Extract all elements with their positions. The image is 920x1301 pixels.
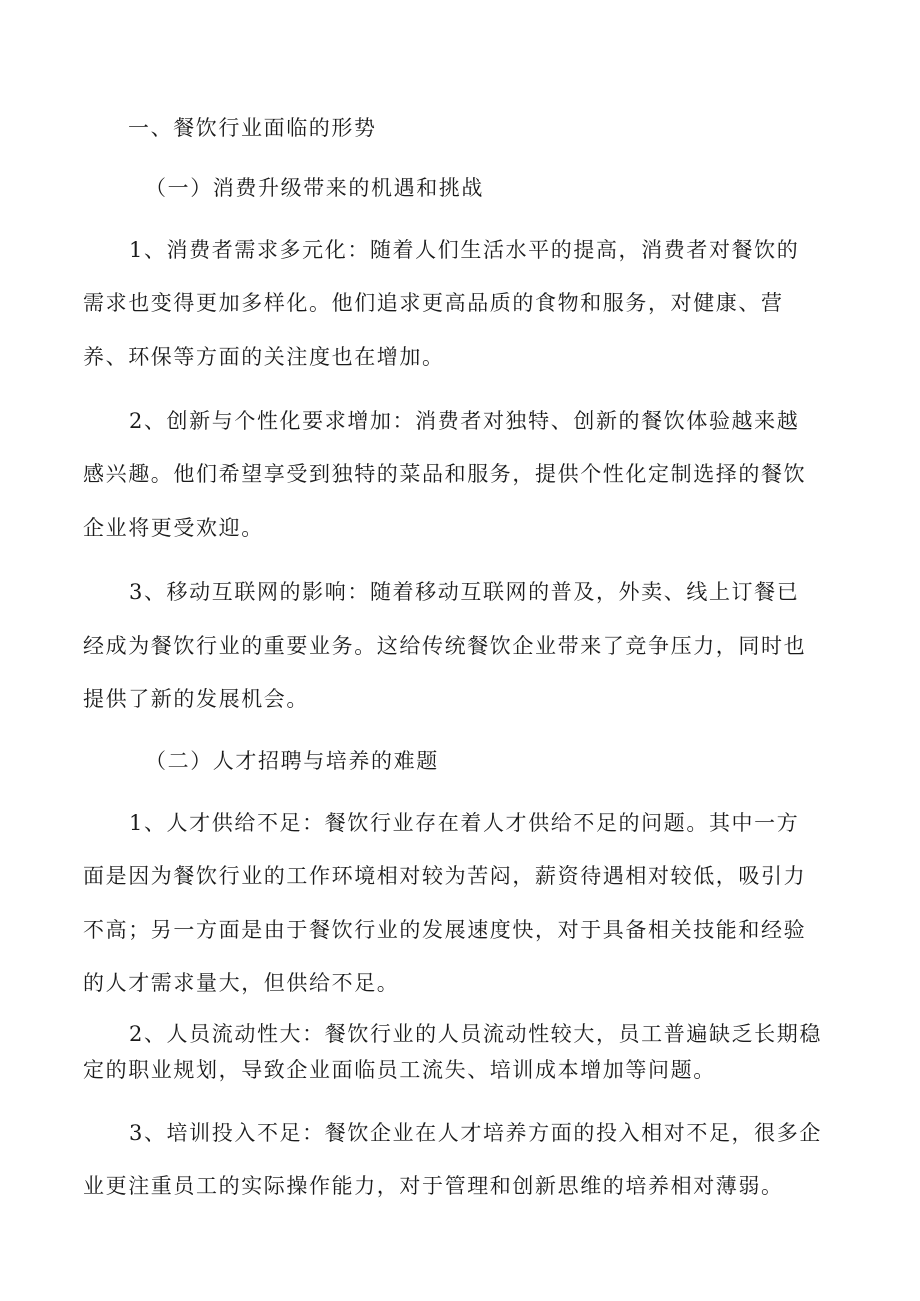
paragraph-line: 1、人才供给不足：餐饮行业存在着人才供给不足的问题。其中一方 [129, 811, 800, 835]
paragraph-line: 提供了新的发展机会。 [83, 687, 309, 711]
paragraph-line: 3、移动互联网的影响：随着移动互联网的普及，外卖、线上订餐已 [129, 580, 800, 604]
paragraph-line: 企业将更受欢迎。 [83, 516, 264, 540]
paragraph-line: 养、环保等方面的关注度也在增加。 [83, 345, 445, 369]
paragraph-line: 不高；另一方面是由于餐饮行业的发展速度快，对于具备相关技能和经验 [83, 918, 807, 942]
paragraph-line: 3、培训投入不足：餐饮企业在人才培养方面的投入相对不足，很多企 [129, 1121, 822, 1145]
paragraph-line: 面是因为餐饮行业的工作环境相对较为苦闷，薪资待遇相对较低，吸引力 [83, 864, 807, 888]
paragraph-line: 2、创新与个性化要求增加：消费者对独特、创新的餐饮体验越来越 [129, 409, 800, 433]
subsection-heading: （二）人才招聘与培养的难题 [145, 749, 439, 773]
paragraph-line: 的人才需求量大，但供给不足。 [83, 971, 400, 995]
paragraph-line: 业更注重员工的实际操作能力，对于管理和创新思维的培养相对薄弱。 [83, 1174, 784, 1198]
paragraph-line: 定的职业规划，导致企业面临员工流失、培训成本增加等问题。 [83, 1058, 716, 1082]
subsection-heading: （一）消费升级带来的机遇和挑战 [145, 176, 484, 200]
paragraph-line: 2、人员流动性大：餐饮行业的人员流动性较大，员工普遍缺乏长期稳 [129, 1022, 822, 1046]
paragraph-line: 需求也变得更加多样化。他们追求更高品质的食物和服务，对健康、营 [83, 291, 784, 315]
paragraph-line: 经成为餐饮行业的重要业务。这给传统餐饮企业带来了竞争压力，同时也 [83, 634, 807, 658]
paragraph-line: 感兴趣。他们希望享受到独特的菜品和服务，提供个性化定制选择的餐饮 [83, 462, 807, 486]
paragraph-line: 1、消费者需求多元化：随着人们生活水平的提高，消费者对餐饮的 [129, 238, 800, 262]
section-heading: 一、餐饮行业面临的形势 [128, 116, 377, 140]
